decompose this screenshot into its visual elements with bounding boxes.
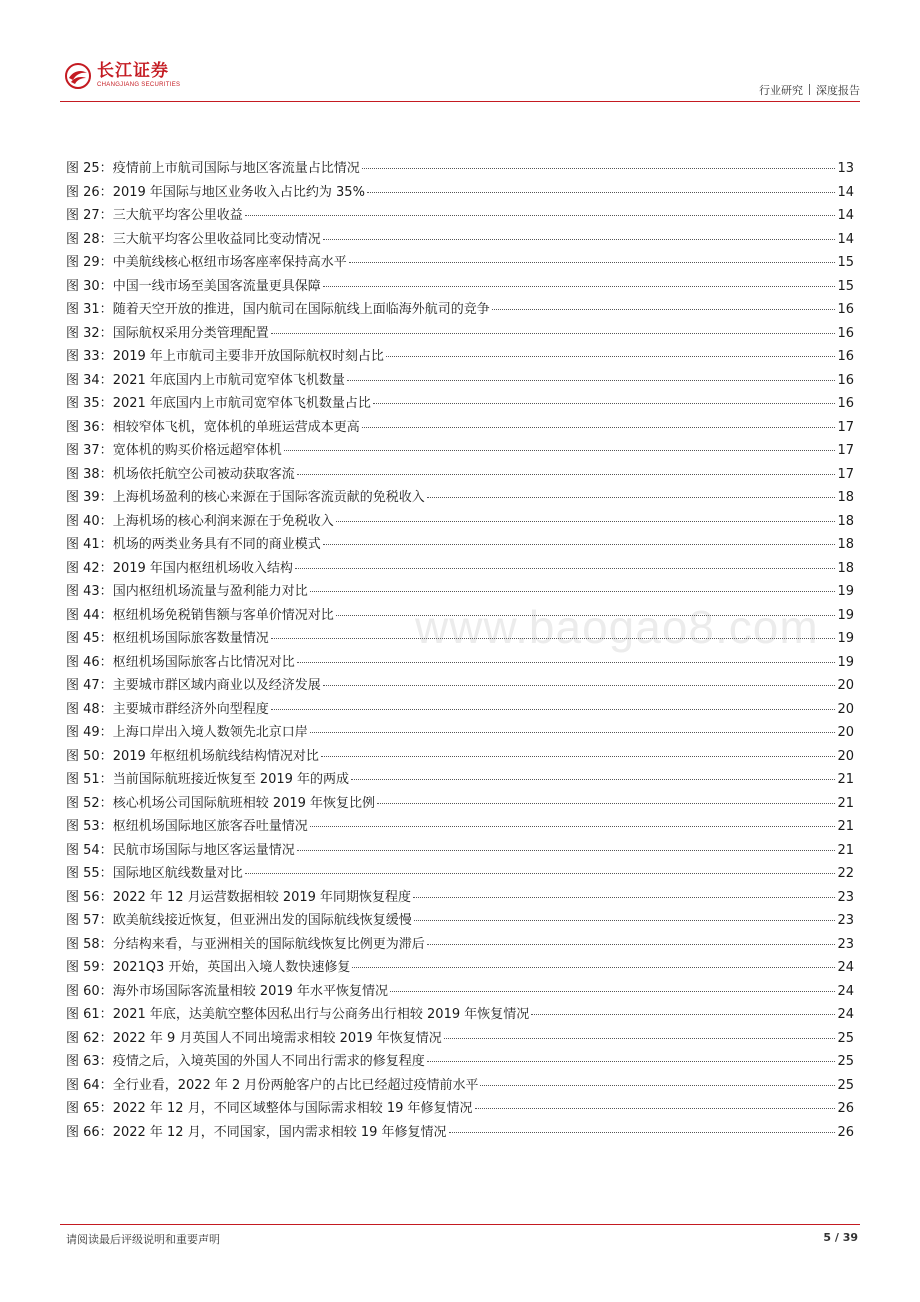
toc-entry-figure-number: 图 43： (66, 584, 113, 599)
toc-entry[interactable] (66, 439, 854, 463)
toc-entry-page-number: 14 (837, 208, 854, 223)
toc-dot-leader (310, 732, 836, 733)
toc-entry-title: 中国一线市场至美国客流量更具保障 (112, 278, 321, 294)
toc-entry-title: 主要城市群经济外向型程度 (112, 701, 269, 717)
toc-entry-figure-number: 图 34： (66, 372, 113, 388)
toc-entry[interactable] (66, 1097, 854, 1121)
toc-entry-title: 2019 年上市航司主要非开放国际航权时刻占比 (112, 349, 384, 364)
toc-entry-figure-number: 图 49： (66, 725, 113, 740)
toc-entry[interactable] (66, 251, 854, 275)
toc-dot-leader (271, 333, 836, 334)
toc-entry[interactable] (66, 933, 854, 957)
toc-entry-page-number: 20 (837, 701, 854, 717)
toc-entry-title: 欧美航线接近恢复，但亚洲出发的国际航线恢复缓慢 (112, 913, 412, 928)
toc-dot-leader (386, 356, 836, 357)
toc-dot-leader (321, 756, 836, 757)
toc-entry[interactable] (66, 956, 854, 980)
toc-entry-title: 国内枢纽机场流量与盈利能力对比 (112, 584, 308, 599)
toc-entry[interactable] (66, 698, 854, 722)
toc-entry[interactable] (66, 392, 854, 416)
toc-dot-leader (362, 168, 836, 169)
page-header (0, 0, 920, 110)
toc-dot-leader (336, 521, 836, 522)
toc-entry-page-number: 24 (837, 1007, 854, 1022)
toc-entry-title: 2019 年国内枢纽机场收入结构 (112, 560, 293, 576)
toc-dot-leader (349, 262, 836, 263)
toc-entry-page-number: 21 (837, 819, 854, 834)
toc-entry[interactable] (66, 228, 854, 252)
toc-entry-page-number: 21 (837, 842, 854, 858)
toc-entry-title: 2019 年国际与地区业务收入占比约为 35% (112, 184, 365, 200)
toc-dot-leader (475, 1108, 836, 1109)
toc-entry[interactable] (66, 792, 854, 816)
toc-entry-figure-number: 图 66： (66, 1124, 113, 1140)
toc-entry-page-number: 25 (837, 1030, 854, 1046)
toc-entry-title: 分结构来看，与亚洲相关的国际航线恢复比例更为滞后 (112, 936, 425, 952)
toc-entry-title: 2022 年 12 月，不同国家，国内需求相较 19 年修复情况 (112, 1124, 447, 1140)
toc-entry-page-number: 19 (837, 631, 854, 646)
toc-entry-page-number: 18 (837, 537, 854, 552)
toc-entry-figure-number: 图 48： (66, 701, 113, 717)
toc-entry-page-number: 24 (837, 960, 854, 975)
toc-entry-page-number: 21 (837, 772, 854, 787)
toc-dot-leader (373, 403, 836, 404)
toc-entry-page-number: 18 (837, 490, 854, 505)
toc-entry[interactable] (66, 886, 854, 910)
toc-dot-leader (323, 685, 836, 686)
report-type-label: 深度报告 (816, 84, 860, 97)
toc-dot-leader (480, 1085, 835, 1086)
toc-entry-figure-number: 图 45： (66, 631, 113, 646)
toc-entry-title: 2021 年底国内上市航司宽窄体飞机数量占比 (112, 396, 371, 411)
toc-dot-leader (351, 779, 835, 780)
toc-entry-title: 当前国际航班接近恢复至 2019 年的两成 (112, 772, 350, 787)
toc-entry-figure-number: 图 53： (66, 819, 113, 834)
company-logo (64, 62, 180, 90)
toc-entry-figure-number: 图 50： (66, 748, 113, 764)
toc-entry-page-number: 18 (837, 560, 854, 576)
report-category (759, 82, 860, 98)
toc-dot-leader (390, 991, 835, 992)
toc-entry-title: 民航市场国际与地区客运量情况 (112, 842, 295, 858)
toc-entry-page-number: 25 (837, 1077, 854, 1093)
toc-dot-leader (492, 309, 836, 310)
tag-divider (809, 84, 810, 95)
toc-entry-title: 机场的两类业务具有不同的商业模式 (112, 537, 321, 552)
toc-entry-figure-number: 图 35： (66, 396, 113, 411)
footer-disclaimer: 请阅读最后评级说明和重要声明 (66, 1233, 220, 1246)
toc-entry-figure-number: 图 36： (66, 419, 113, 435)
toc-entry-figure-number: 图 28： (66, 231, 113, 247)
toc-entry-title: 枢纽机场国际旅客占比情况对比 (112, 654, 295, 670)
toc-dot-leader (310, 591, 836, 592)
footer-divider (60, 1224, 860, 1225)
toc-entry-figure-number: 图 37： (66, 443, 113, 458)
toc-entry[interactable] (66, 580, 854, 604)
toc-dot-leader (367, 192, 836, 193)
toc-entry[interactable] (66, 745, 854, 769)
toc-dot-leader (323, 544, 836, 545)
toc-entry-title: 全行业看，2022 年 2 月份两舱客户的占比已经超过疫情前水平 (112, 1077, 479, 1093)
toc-entry-page-number: 15 (837, 278, 854, 294)
toc-entry[interactable] (66, 862, 854, 886)
toc-entry-figure-number: 图 31： (66, 302, 113, 317)
toc-entry[interactable] (66, 157, 854, 181)
toc-dot-leader (297, 662, 836, 663)
toc-entry[interactable] (66, 980, 854, 1004)
toc-dot-leader (336, 615, 836, 616)
section-label: 行业研究 (759, 84, 803, 97)
toc-entry[interactable] (66, 345, 854, 369)
toc-entry-page-number: 19 (837, 654, 854, 670)
toc-entry[interactable] (66, 1027, 854, 1051)
toc-entry[interactable] (66, 1074, 854, 1098)
toc-entry-page-number: 20 (837, 748, 854, 764)
toc-entry-figure-number: 图 55： (66, 866, 113, 881)
toc-entry-title: 国际航权采用分类管理配置 (112, 325, 269, 341)
toc-entry-title: 主要城市群区域内商业以及经济发展 (112, 678, 321, 693)
toc-dot-leader (377, 803, 835, 804)
toc-entry-title: 三大航平均客公里收益 (112, 208, 243, 223)
header-divider (60, 101, 860, 102)
toc-entry[interactable] (66, 204, 854, 228)
toc-entry[interactable] (66, 181, 854, 205)
toc-dot-leader (352, 967, 835, 968)
toc-entry-title: 疫情之后，入境英国的外国人不同出行需求的修复程度 (112, 1054, 425, 1069)
toc-entry-title: 2022 年 12 月，不同区域整体与国际需求相较 19 年修复情况 (112, 1101, 473, 1116)
toc-entry-figure-number: 图 46： (66, 654, 113, 670)
toc-dot-leader (414, 920, 836, 921)
toc-entry-figure-number: 图 52： (66, 795, 113, 811)
toc-entry[interactable] (66, 1050, 854, 1074)
toc-entry-page-number: 21 (837, 795, 854, 811)
toc-dot-leader (444, 1038, 836, 1039)
toc-entry-page-number: 22 (837, 866, 854, 881)
toc-entry-figure-number: 图 56： (66, 889, 113, 905)
toc-entry-page-number: 23 (837, 913, 854, 928)
toc-entry-page-number: 17 (837, 419, 854, 435)
toc-entry-title: 核心机场公司国际航班相较 2019 年恢复比例 (112, 795, 376, 811)
toc-entry-page-number: 16 (837, 302, 854, 317)
toc-entry[interactable] (66, 486, 854, 510)
toc-entry-figure-number: 图 41： (66, 537, 113, 552)
toc-entry-title: 上海机场的核心利润来源在于免税收入 (112, 513, 334, 529)
toc-dot-leader (362, 427, 836, 428)
toc-entry-figure-number: 图 27： (66, 208, 113, 223)
toc-entry-figure-number: 图 44： (66, 607, 113, 623)
toc-entry-page-number: 23 (837, 936, 854, 952)
toc-entry-title: 中美航线核心枢纽市场客座率保持高水平 (112, 255, 347, 270)
toc-entry-figure-number: 图 30： (66, 278, 113, 294)
toc-entry[interactable] (66, 839, 854, 863)
toc-entry-figure-number: 图 38： (66, 466, 113, 482)
toc-entry-title: 国际地区航线数量对比 (112, 866, 243, 881)
toc-entry-figure-number: 图 33： (66, 349, 113, 364)
toc-entry-title: 2022 年 9 月英国人不同出境需求相较 2019 年恢复情况 (112, 1030, 442, 1046)
toc-entry-title: 2019 年枢纽机场航线结构情况对比 (112, 748, 319, 764)
toc-entry-page-number: 26 (837, 1101, 854, 1116)
toc-dot-leader (449, 1132, 836, 1133)
toc-entry-page-number: 13 (837, 161, 854, 176)
toc-entry[interactable] (66, 768, 854, 792)
toc-entry-title: 枢纽机场国际旅客数量情况 (112, 631, 269, 646)
toc-dot-leader (245, 873, 836, 874)
toc-entry-page-number: 16 (837, 349, 854, 364)
toc-entry[interactable] (66, 1121, 854, 1145)
toc-entry-title: 疫情前上市航司国际与地区客流量占比情况 (112, 161, 360, 176)
toc-dot-leader (271, 709, 836, 710)
logo-chinese-name: 长江证券 (97, 61, 169, 81)
toc-entry[interactable] (66, 533, 854, 557)
toc-entry-page-number: 14 (837, 231, 854, 247)
toc-entry[interactable] (66, 627, 854, 651)
toc-entry-page-number: 15 (837, 255, 854, 270)
toc-dot-leader (531, 1014, 835, 1015)
toc-entry[interactable] (66, 721, 854, 745)
toc-entry[interactable] (66, 416, 854, 440)
toc-entry-figure-number: 图 63： (66, 1054, 113, 1069)
logo-emblem-icon (64, 62, 92, 90)
toc-entry-figure-number: 图 51： (66, 772, 113, 787)
toc-entry-title: 枢纽机场免税销售额与客单价情况对比 (112, 607, 334, 623)
toc-entry-page-number: 17 (837, 466, 854, 482)
toc-entry-title: 枢纽机场国际地区旅客吞吐量情况 (112, 819, 308, 834)
toc-dot-leader (245, 215, 836, 216)
page-number: 5 / 39 (823, 1231, 858, 1244)
figure-table-of-contents (66, 157, 854, 1144)
toc-entry-figure-number: 图 61： (66, 1007, 113, 1022)
toc-dot-leader (295, 568, 836, 569)
toc-entry-title: 2021Q3 开始，英国出入境人数快速修复 (112, 960, 351, 975)
toc-entry-title: 海外市场国际客流量相较 2019 年水平恢复情况 (112, 983, 389, 999)
toc-entry-figure-number: 图 26： (66, 184, 113, 200)
toc-entry[interactable] (66, 674, 854, 698)
toc-entry[interactable] (66, 510, 854, 534)
toc-entry-page-number: 26 (837, 1124, 854, 1140)
toc-entry-page-number: 16 (837, 372, 854, 388)
toc-entry-figure-number: 图 29： (66, 255, 113, 270)
toc-entry-figure-number: 图 42： (66, 560, 113, 576)
toc-dot-leader (297, 850, 836, 851)
toc-entry-title: 2022 年 12 月运营数据相较 2019 年同期恢复程度 (112, 889, 412, 905)
toc-entry-page-number: 23 (837, 889, 854, 905)
toc-entry-page-number: 14 (837, 184, 854, 200)
toc-entry[interactable] (66, 275, 854, 299)
toc-entry[interactable] (66, 369, 854, 393)
toc-dot-leader (347, 380, 836, 381)
toc-entry[interactable] (66, 604, 854, 628)
toc-entry[interactable] (66, 815, 854, 839)
toc-entry-page-number: 19 (837, 607, 854, 623)
toc-entry-page-number: 19 (837, 584, 854, 599)
toc-entry-title: 上海机场盈利的核心来源在于国际客流贡献的免税收入 (112, 490, 425, 505)
toc-entry[interactable] (66, 909, 854, 933)
toc-entry-title: 2021 年底，达美航空整体因私出行与公商务出行相较 2019 年恢复情况 (112, 1007, 530, 1022)
toc-dot-leader (284, 450, 836, 451)
toc-entry-figure-number: 图 60： (66, 983, 113, 999)
toc-dot-leader (427, 944, 836, 945)
toc-entry-figure-number: 图 39： (66, 490, 113, 505)
toc-dot-leader (413, 897, 835, 898)
toc-entry-figure-number: 图 58： (66, 936, 113, 952)
toc-entry[interactable] (66, 463, 854, 487)
toc-dot-leader (271, 638, 836, 639)
toc-dot-leader (427, 1061, 836, 1062)
toc-dot-leader (297, 474, 836, 475)
toc-entry-page-number: 16 (837, 396, 854, 411)
toc-dot-leader (323, 286, 836, 287)
toc-entry-figure-number: 图 47： (66, 678, 113, 693)
toc-entry-figure-number: 图 40： (66, 513, 113, 529)
toc-entry-figure-number: 图 54： (66, 842, 113, 858)
toc-entry-title: 随着天空开放的推进，国内航司在国际航线上面临海外航司的竞争 (112, 302, 490, 317)
toc-entry-page-number: 16 (837, 325, 854, 341)
toc-dot-leader (310, 826, 836, 827)
toc-entry-figure-number: 图 62： (66, 1030, 113, 1046)
toc-dot-leader (323, 239, 836, 240)
toc-entry-title: 相较窄体飞机，宽体机的单班运营成本更高 (112, 419, 360, 435)
toc-dot-leader (427, 497, 836, 498)
toc-entry-page-number: 18 (837, 513, 854, 529)
toc-entry-page-number: 24 (837, 983, 854, 999)
toc-entry-figure-number: 图 59： (66, 960, 113, 975)
toc-entry-title: 宽体机的购买价格远超窄体机 (112, 443, 282, 458)
toc-entry-page-number: 20 (837, 725, 854, 740)
toc-entry-figure-number: 图 25： (66, 161, 113, 176)
toc-entry-title: 上海口岸出入境人数领先北京口岸 (112, 725, 308, 740)
toc-entry-figure-number: 图 57： (66, 913, 113, 928)
toc-entry[interactable] (66, 557, 854, 581)
toc-entry-page-number: 20 (837, 678, 854, 693)
toc-entry-page-number: 17 (837, 443, 854, 458)
toc-entry-title: 机场依托航空公司被动获取客流 (112, 466, 295, 482)
toc-entry-title: 三大航平均客公里收益同比变动情况 (112, 231, 321, 247)
toc-entry[interactable] (66, 298, 854, 322)
toc-entry[interactable] (66, 322, 854, 346)
toc-entry[interactable] (66, 651, 854, 675)
toc-entry-figure-number: 图 32： (66, 325, 113, 341)
logo-english-name: CHANGJIANG SECURITIES (97, 82, 181, 88)
toc-entry-figure-number: 图 65： (66, 1101, 113, 1116)
toc-entry-page-number: 25 (837, 1054, 854, 1069)
toc-entry-figure-number: 图 64： (66, 1077, 113, 1093)
toc-entry[interactable] (66, 1003, 854, 1027)
watermark: www.baogao8.com (415, 601, 819, 653)
toc-entry-title: 2021 年底国内上市航司宽窄体飞机数量 (112, 372, 345, 388)
